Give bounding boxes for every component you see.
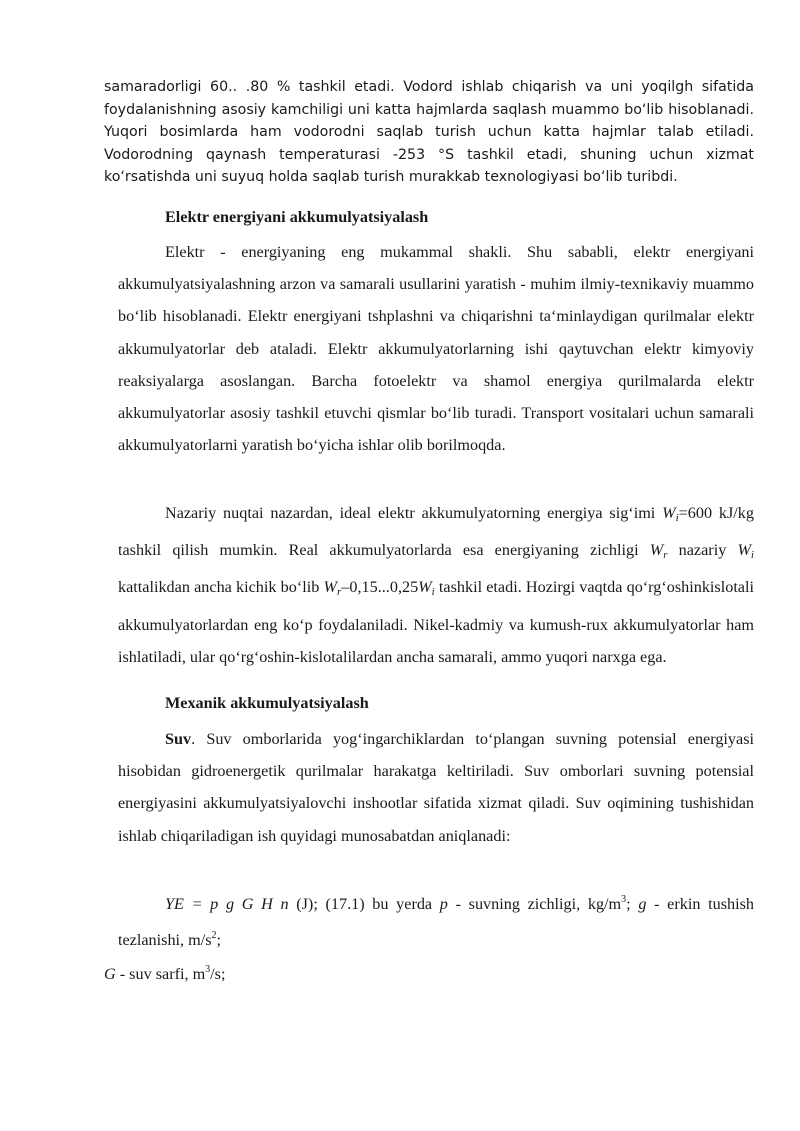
text-fragment: kattalikdan ancha kichik bo‘lib [118, 578, 324, 597]
text-fragment: - suvning zichligi, kg/m [447, 895, 622, 913]
text-fragment: =600 kJ/kg tashkil qilish mumkin. Real akkumulyatorlarda esa energiyaning zichligi [118, 504, 754, 560]
text-fragment: Nazariy nuqtai nazardan, ideal elektr akkumulyatorning energiya sig‘imi [165, 504, 663, 522]
text-fragment: . Suv omborlarida yog‘ingarchiklardan to‘plangan suvning potensial energiyasi hisobidan gidroenergetik qurilmalar harakatga keltiriladi. Suv omborlari suvning potensial energiyasini akkumulyatsiyalovchi inshootlar sifatida xizmat qiladi. Suv oqimining tushishidan ishlab chiqariladigan ish quyidagi munosabatdan aniqlanadi: [118, 730, 754, 845]
superscript-3: 3 [205, 964, 211, 975]
term-suv: Suv [165, 730, 192, 748]
paragraph-formula [118, 884, 754, 956]
symbol-p: p [439, 895, 448, 913]
intro-paragraph: samaradorligi 60.. .80 % tashkil etadi. Vodord ishlab chiqarish va uni yoqilgh sifatida foydalanishning asosiy kamchiligi uni katta hajmlarda saqlash muammo bo‘lib hisoblanadi. Yuqori bosimlarda ham vodorodni saqlab turish uchun katta hajmlar talab etiladi. Vodorodning qaynash temperaturasi -253 °S tashkil etadi, shuning uchun xizmat ko‘rsatishda uni suyuq holda saqlab turish murakkab texnologiyasi bo‘lib turibdi. [104, 79, 754, 186]
subscript-i: i [431, 586, 435, 599]
formula-17-1: YE = p g G H n [165, 895, 289, 913]
symbol-w: W [662, 504, 676, 522]
paragraph-water [118, 723, 754, 852]
text-fragment: (J); (17.1) bu yerda [288, 895, 440, 913]
symbol-g: g [638, 895, 647, 913]
text-fragment: tashkil etadi. Hozirgi vaqtda qo‘rg‘oshinkislotali akkumulyatorlardan eng ko‘p foydalaniladi. Nikel-kadmiy va kumush-rux akkumulyatorlar ham ishlatiladi, ular qo‘rg‘oshin-kislotalilardan ancha samarali, ammo yuqori narxga ega. [118, 578, 754, 666]
subscript-r: r [663, 549, 668, 562]
text-fragment: nazariy [667, 541, 738, 560]
heading-mechanical-accumulation: Mexanik akkumulyatsiyalash [165, 694, 369, 712]
superscript-3: 3 [621, 894, 627, 905]
paragraph-electric-energy: Elektr - energiyaning eng mukammal shakli. Shu sababli, elektr energiyani akkumulyatsiyalashning arzon va samarali usullarini yaratish - muhim ilmiy-texnikaviy muammo bo‘lib hisoblanadi. Elektr energiyani tshplashni va chiqarishni ta‘minlaydigan qurilmalar elektr akkumulyatorlar deb ataladi. Elektr akkumulyatorlarning ishi qaytuvchan elektr kimyoviy reaksiyalarga asoslangan. Barcha fotoelektr va shamol energiya qurilmalarda elektr akkumulyatorlar asosiy tashkil etuvchi qismlar bo‘lib turadi. Transport vositalari uchun samarali akkumulyatorlarni yaratish bo‘yicha ishlar olib borilmoqda. [118, 243, 754, 455]
heading-electric-accumulation: Elektr energiyani akkumulyatsiyalash [165, 208, 429, 226]
symbol-w: W [649, 541, 664, 560]
subscript-i: i [750, 549, 754, 562]
text-fragment: –0,15...0,25 [341, 578, 419, 597]
text-fragment: /s; [210, 965, 226, 983]
symbol-G: G [104, 965, 116, 983]
symbol-w: W [737, 541, 751, 560]
superscript-2: 2 [211, 930, 217, 942]
paragraph-theoretical-capacity [118, 497, 754, 673]
text-fragment: ; [216, 931, 222, 950]
text-fragment: - suv sarfi, m [115, 965, 206, 983]
symbol-w: W [323, 578, 337, 597]
text-fragment: - erkin tushish tezlanishi, m/s [118, 895, 754, 950]
text-fragment: ; [626, 895, 639, 913]
symbol-w: W [418, 578, 432, 597]
definition-g-flow [104, 958, 225, 986]
subscript-i: i [675, 512, 679, 524]
subscript-r: r [337, 586, 342, 599]
